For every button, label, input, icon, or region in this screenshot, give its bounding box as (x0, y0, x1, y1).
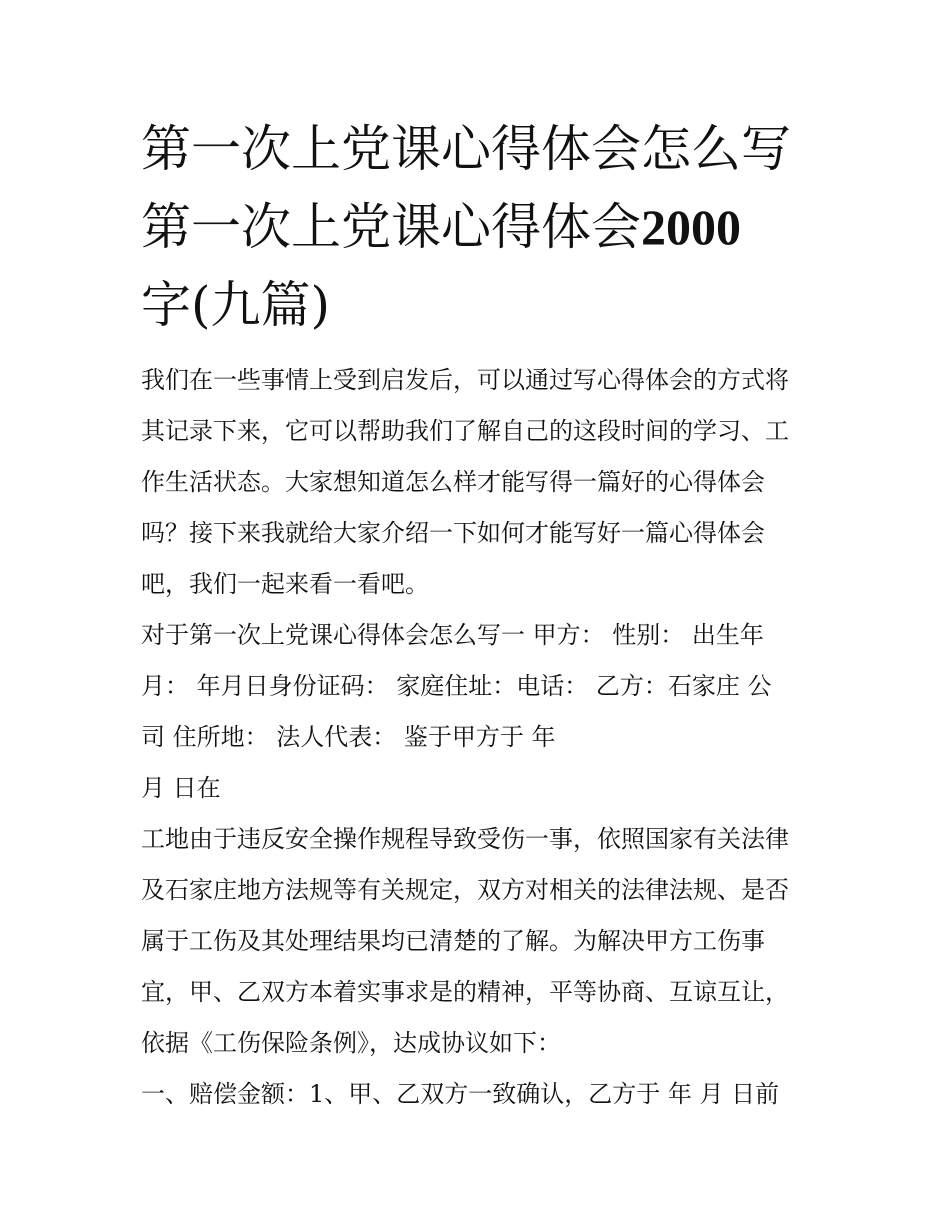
title-line-1: 第一次上党课心得体会怎么写 (141, 120, 791, 178)
body-line: 宜，甲、乙双方本着实事求是的精神，平等协商、互谅互让， (141, 978, 789, 1006)
title-line-3: 字(九篇) (141, 276, 331, 334)
body-line: 作生活状态。大家想知道怎么样才能写得一篇好的心得体会 (141, 468, 765, 496)
body-line: 其记录下来，它可以帮助我们了解自己的这段时间的学习、工 (141, 417, 789, 445)
title-number: 2000 (641, 199, 741, 255)
body-line: 吧，我们一起来看一看吧。 (141, 570, 429, 598)
body-line: 司 住所地： 法人代表： 鉴于甲方于 年 (141, 723, 556, 751)
body-line: 一、赔偿金额：1、甲、乙双方一致确认，乙方于 年 月 日前 (141, 1080, 780, 1108)
body-line: 依据《工伤保险条例》，达成协议如下： (141, 1029, 561, 1057)
body-line: 我们在一些事情上受到启发后，可以通过写心得体会的方式将 (141, 366, 789, 394)
document-title (141, 110, 821, 344)
body-line: 及石家庄地方法规等有关规定，双方对相关的法律法规、是否 (141, 876, 789, 904)
title-line-2: 第一次上党课心得体会 (141, 198, 641, 256)
body-line: 工地由于违反安全操作规程导致受伤一事，依照国家有关法律 (141, 825, 789, 853)
body-line: 属于工伤及其处理结果均已清楚的了解。为解决甲方工伤事 (141, 927, 765, 955)
body-line: 月 日在 (141, 774, 221, 802)
body-line: 月： 年月日身份证码： 家庭住址：电话： 乙方：石家庄 公 (141, 672, 772, 700)
document-body (141, 355, 821, 1120)
body-line: 对于第一次上党课心得体会怎么写一 甲方： 性别： 出生年 (141, 621, 764, 649)
body-line: 吗？接下来我就给大家介绍一下如何才能写好一篇心得体会 (141, 519, 765, 547)
